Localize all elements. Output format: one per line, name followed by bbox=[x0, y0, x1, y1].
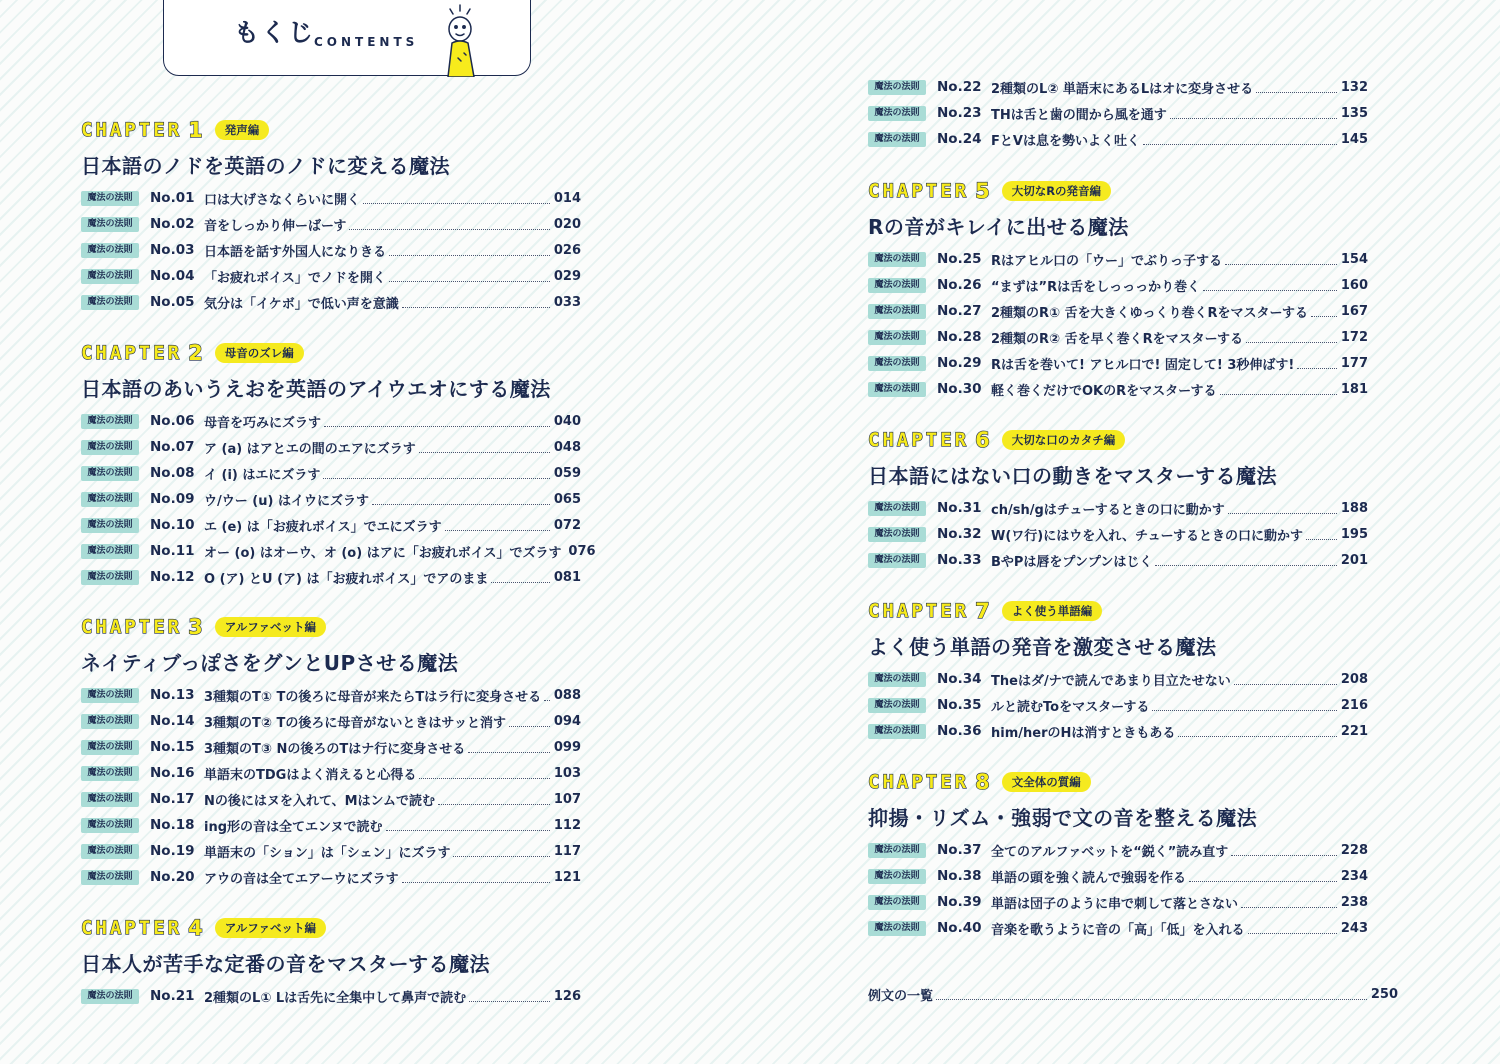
entry-number: No.16 bbox=[150, 765, 195, 781]
page-number: 216 bbox=[1340, 697, 1368, 713]
page-number: 029 bbox=[553, 268, 581, 284]
entry-title: W(ワ行)にはウを入れ、チューするときの口に動かす bbox=[991, 528, 1303, 544]
page-number: 132 bbox=[1340, 79, 1368, 95]
entry-title: Rは舌を巻いて! アヒル口で! 固定して! 3秒伸ばす! bbox=[991, 357, 1295, 373]
rule-badge: 魔法の法則 bbox=[868, 132, 926, 147]
entry-title: 気分は「イケボ」で低い声を意識 bbox=[204, 296, 399, 312]
page-number: 228 bbox=[1340, 842, 1368, 858]
entry-number: No.31 bbox=[937, 500, 982, 516]
entry-number: No.01 bbox=[150, 190, 195, 206]
entry-number: No.24 bbox=[937, 131, 982, 147]
chapter-number: 5 bbox=[975, 179, 990, 203]
entry-number: No.15 bbox=[150, 739, 195, 755]
toc-entry[interactable] bbox=[868, 695, 1368, 715]
page-number: 121 bbox=[553, 869, 581, 885]
dot-leader bbox=[1170, 108, 1337, 119]
toc-entry[interactable] bbox=[81, 489, 581, 509]
dot-leader bbox=[389, 245, 550, 256]
page-number: 172 bbox=[1340, 329, 1368, 345]
entry-number: No.25 bbox=[937, 251, 982, 267]
entry-number: No.35 bbox=[937, 697, 982, 713]
dot-leader bbox=[1225, 254, 1337, 265]
entry-title: アウの音は全てエアーウにズラす bbox=[204, 871, 399, 887]
chapter-number: 6 bbox=[975, 428, 990, 452]
entry-title: BやPは唇をプンプンはじく bbox=[991, 554, 1153, 570]
toc-entry[interactable] bbox=[868, 918, 1368, 938]
dot-leader bbox=[1256, 82, 1337, 93]
page-number: 026 bbox=[553, 242, 581, 258]
page-number: 081 bbox=[553, 569, 581, 585]
dot-leader bbox=[936, 989, 1367, 1000]
rule-badge: 魔法の法則 bbox=[81, 544, 139, 559]
page-number: 188 bbox=[1340, 500, 1368, 516]
page-number: 076 bbox=[568, 543, 596, 559]
rule-badge: 魔法の法則 bbox=[868, 80, 926, 95]
dot-leader bbox=[1189, 871, 1337, 882]
entry-title: ルと読むToをマスターする bbox=[991, 699, 1150, 715]
page-number: 094 bbox=[553, 713, 581, 729]
chapter-tag: アルファベット編 bbox=[215, 617, 326, 637]
dot-leader bbox=[509, 716, 550, 727]
chapter-title: 日本語のあいうえおを英語のアイウエオにする魔法 bbox=[81, 377, 551, 401]
entry-title: 2種類のL① Lは舌先に全集中して鼻声で読む bbox=[204, 990, 467, 1006]
chapter-number: 7 bbox=[975, 599, 990, 623]
entry-number: No.40 bbox=[937, 920, 982, 936]
chapter-number: 8 bbox=[975, 770, 990, 794]
chapter-label: CHAPTER bbox=[868, 180, 970, 202]
entry-title: 2種類のR② 舌を早く巻くRをマスターする bbox=[991, 331, 1243, 347]
page-number: 117 bbox=[553, 843, 581, 859]
dot-leader bbox=[402, 297, 550, 308]
chapter-tag: アルファベット編 bbox=[215, 918, 326, 938]
toc-entry[interactable] bbox=[81, 841, 581, 861]
entry-number: No.34 bbox=[937, 671, 982, 687]
dot-leader bbox=[1234, 674, 1337, 685]
rule-badge: 魔法の法則 bbox=[868, 895, 926, 910]
dot-leader bbox=[372, 494, 550, 505]
chapter-heading bbox=[868, 179, 1111, 205]
page-number: 126 bbox=[553, 988, 581, 1004]
page-number: 243 bbox=[1340, 920, 1368, 936]
page-number: 033 bbox=[553, 294, 581, 310]
page-number: 112 bbox=[553, 817, 581, 833]
rule-badge: 魔法の法則 bbox=[81, 989, 139, 1004]
entry-title: ing形の音は全てエンヌで読む bbox=[204, 819, 383, 835]
dot-leader bbox=[419, 442, 550, 453]
dot-leader bbox=[389, 271, 550, 282]
toc-entry[interactable] bbox=[81, 711, 581, 731]
page-number: 221 bbox=[1340, 723, 1368, 739]
page-number: 154 bbox=[1340, 251, 1368, 267]
rule-badge: 魔法の法則 bbox=[868, 672, 926, 687]
entry-number: No.11 bbox=[150, 543, 195, 559]
chapter-tag: 大切なRの発音編 bbox=[1002, 181, 1111, 201]
dot-leader bbox=[1241, 897, 1337, 908]
dot-leader bbox=[1246, 332, 1337, 343]
toc-entry[interactable] bbox=[81, 463, 581, 483]
contents-title-en: CONTENTS bbox=[314, 35, 419, 49]
entry-title: イ (i) はエにズラす bbox=[204, 467, 321, 483]
rule-badge: 魔法の法則 bbox=[868, 330, 926, 345]
entry-number: No.21 bbox=[150, 988, 195, 1004]
toc-entry[interactable] bbox=[868, 129, 1368, 149]
toc-entry[interactable] bbox=[868, 275, 1368, 295]
toc-entry[interactable] bbox=[81, 737, 581, 757]
entry-number: No.19 bbox=[150, 843, 195, 859]
rule-badge: 魔法の法則 bbox=[868, 553, 926, 568]
toc-entry[interactable] bbox=[81, 214, 581, 234]
page-number: 195 bbox=[1340, 526, 1368, 542]
entry-number: No.27 bbox=[937, 303, 982, 319]
rule-badge: 魔法の法則 bbox=[868, 869, 926, 884]
dot-leader bbox=[1220, 384, 1338, 395]
rule-badge: 魔法の法則 bbox=[868, 304, 926, 319]
chapter-number: 3 bbox=[188, 615, 203, 639]
toc-entry[interactable] bbox=[81, 815, 581, 835]
entry-title: FとVは息を勢いよく吐く bbox=[991, 133, 1140, 149]
entry-number: No.29 bbox=[937, 355, 982, 371]
chapter-number: 4 bbox=[188, 916, 203, 940]
dot-leader bbox=[453, 846, 550, 857]
chapter-number: 1 bbox=[188, 118, 203, 142]
entry-title: 日本語を話す外国人になりきる bbox=[204, 244, 387, 260]
page-number: 020 bbox=[553, 216, 581, 232]
dot-leader bbox=[544, 690, 550, 701]
entry-title: 口は大げさなくらいに開く bbox=[204, 192, 361, 208]
dot-leader bbox=[445, 520, 550, 531]
entry-title: Nの後にはヌを入れて、Mはンムで読む bbox=[204, 793, 436, 809]
entry-number: No.04 bbox=[150, 268, 195, 284]
entry-number: No.39 bbox=[937, 894, 982, 910]
page-number: 059 bbox=[553, 465, 581, 481]
chapter-label: CHAPTER bbox=[868, 429, 970, 451]
entry-title: 3種類のT② Tの後ろに母音がないときはサッと消す bbox=[204, 715, 507, 731]
entry-title: 単語末の「ション」は「シェン」にズラす bbox=[204, 845, 451, 861]
rule-badge: 魔法の法則 bbox=[81, 191, 139, 206]
page-number: 160 bbox=[1340, 277, 1368, 293]
entry-number: No.28 bbox=[937, 329, 982, 345]
page-number: 048 bbox=[553, 439, 581, 455]
toc-entry[interactable] bbox=[81, 411, 581, 431]
entry-number: No.17 bbox=[150, 791, 195, 807]
toc-entry[interactable] bbox=[81, 567, 581, 587]
dot-leader bbox=[1203, 280, 1337, 291]
rule-badge: 魔法の法則 bbox=[81, 740, 139, 755]
dot-leader bbox=[324, 416, 550, 427]
toc-entry[interactable] bbox=[81, 188, 581, 208]
entry-number: No.05 bbox=[150, 294, 195, 310]
page-number: 201 bbox=[1340, 552, 1368, 568]
toc-entry[interactable] bbox=[868, 77, 1368, 97]
entry-title: 音楽を歌うように音の「高」「低」を入れる bbox=[991, 922, 1245, 938]
toc-entry[interactable] bbox=[868, 866, 1368, 886]
entry-title: Rはアヒル口の「ウー」でぶりっ子する bbox=[991, 253, 1223, 269]
rule-badge: 魔法の法則 bbox=[868, 527, 926, 542]
rule-badge: 魔法の法則 bbox=[81, 269, 139, 284]
dot-leader bbox=[402, 872, 550, 883]
chapter-tag: 発声編 bbox=[215, 120, 270, 140]
rule-badge: 魔法の法則 bbox=[81, 466, 139, 481]
chapter-label: CHAPTER bbox=[868, 771, 970, 793]
rule-badge: 魔法の法則 bbox=[81, 295, 139, 310]
toc-entry[interactable] bbox=[868, 327, 1368, 347]
rule-badge: 魔法の法則 bbox=[81, 714, 139, 729]
page-number: 167 bbox=[1340, 303, 1368, 319]
entry-title: “まずは”Rは舌をしっっっかり巻く bbox=[991, 279, 1201, 295]
entry-title: 単語の頭を強く読んで強弱を作る bbox=[991, 870, 1187, 886]
toc-entry[interactable] bbox=[868, 524, 1368, 544]
chapter-label: CHAPTER bbox=[81, 119, 183, 141]
toc-entry[interactable] bbox=[868, 721, 1368, 741]
entry-number: No.20 bbox=[150, 869, 195, 885]
page-number: 040 bbox=[553, 413, 581, 429]
entry-number: No.07 bbox=[150, 439, 195, 455]
rule-badge: 魔法の法則 bbox=[81, 792, 139, 807]
entry-title: 全てのアルファベットを“鋭く”読み直す bbox=[991, 844, 1229, 860]
chapter-title: ネイティブっぽさをグンとUPさせる魔法 bbox=[81, 651, 459, 675]
chapter-tag: 文全体の質編 bbox=[1002, 772, 1091, 792]
entry-title: him/herのHは消すときもある bbox=[991, 725, 1176, 741]
entry-title: THは舌と歯の間から風を通す bbox=[991, 107, 1167, 123]
toc-entry[interactable] bbox=[81, 789, 581, 809]
entry-title: 音をしっかり伸ーばーす bbox=[204, 218, 347, 234]
page-number: 072 bbox=[553, 517, 581, 533]
rule-badge: 魔法の法則 bbox=[868, 382, 926, 397]
toc-entry[interactable] bbox=[868, 301, 1368, 321]
rule-badge: 魔法の法則 bbox=[868, 356, 926, 371]
chapter-title: 日本語にはない口の動きをマスターする魔法 bbox=[868, 464, 1277, 488]
dot-leader bbox=[1152, 700, 1337, 711]
entry-title: 例文の一覧 bbox=[868, 988, 934, 1004]
toc-entry[interactable] bbox=[868, 353, 1368, 373]
rule-badge: 魔法の法則 bbox=[81, 870, 139, 885]
page-number: 014 bbox=[553, 190, 581, 206]
page-number: 234 bbox=[1340, 868, 1368, 884]
entry-title: 「お疲れボイス」でノドを開く bbox=[204, 270, 386, 286]
toc-entry[interactable] bbox=[81, 685, 581, 705]
chapter-tag: よく使う単語編 bbox=[1002, 601, 1103, 621]
entry-title: Theはダ/ナで読んであまり目立たせない bbox=[991, 673, 1231, 689]
toc-entry[interactable] bbox=[868, 249, 1368, 269]
contents-title-jp: もくじ bbox=[234, 18, 316, 47]
right-column bbox=[868, 0, 1428, 1064]
entry-number: No.32 bbox=[937, 526, 982, 542]
dot-leader bbox=[1248, 923, 1337, 934]
dot-leader bbox=[469, 991, 550, 1002]
entry-number: No.12 bbox=[150, 569, 195, 585]
rule-badge: 魔法の法則 bbox=[868, 843, 926, 858]
dot-leader bbox=[349, 219, 550, 230]
page-number: 103 bbox=[553, 765, 581, 781]
chapter-title: 日本人が苦手な定番の音をマスターする魔法 bbox=[81, 952, 490, 976]
chapter-title: 抑揚・リズム・強弱で文の音を整える魔法 bbox=[868, 806, 1258, 830]
chapter-heading bbox=[81, 341, 304, 367]
toc-entry[interactable] bbox=[81, 515, 581, 535]
page-number: 065 bbox=[553, 491, 581, 507]
entry-title: ch/sh/gはチューするときの口に動かす bbox=[991, 502, 1225, 518]
rule-badge: 魔法の法則 bbox=[868, 698, 926, 713]
dot-leader bbox=[386, 820, 551, 831]
toc-entry[interactable] bbox=[868, 379, 1368, 399]
toc-entry[interactable] bbox=[81, 763, 581, 783]
entry-title: ウ/ウー (u) はイウにズラす bbox=[204, 493, 369, 509]
entry-title: 単語は団子のように串で刺して落とさない bbox=[991, 896, 1239, 912]
entry-number: No.10 bbox=[150, 517, 195, 533]
entry-number: No.06 bbox=[150, 413, 195, 429]
entry-title: 3種類のT③ Nの後ろのTはナ行に変身させる bbox=[204, 741, 466, 757]
rule-badge: 魔法の法則 bbox=[868, 921, 926, 936]
entry-title: ア (a) はアとエの間のエアにズラす bbox=[204, 441, 416, 457]
dot-leader bbox=[1311, 306, 1337, 317]
toc-entry[interactable] bbox=[868, 498, 1368, 518]
dot-leader bbox=[1306, 529, 1337, 540]
chapter-heading bbox=[868, 428, 1125, 454]
entry-number: No.02 bbox=[150, 216, 195, 232]
dot-leader bbox=[1143, 134, 1337, 145]
chapter-label: CHAPTER bbox=[81, 616, 183, 638]
chapter-title: Rの音がキレイに出せる魔法 bbox=[868, 215, 1129, 239]
page-number: 107 bbox=[553, 791, 581, 807]
chapter-title: 日本語のノドを英語のノドに変える魔法 bbox=[81, 154, 450, 178]
chapter-label: CHAPTER bbox=[81, 917, 183, 939]
entry-title: エ (e) は「お疲れボイス」でエにズラす bbox=[204, 519, 442, 535]
entry-number: No.33 bbox=[937, 552, 982, 568]
dot-leader bbox=[323, 468, 550, 479]
toc-entry[interactable] bbox=[868, 840, 1368, 860]
toc-entry[interactable] bbox=[81, 266, 581, 286]
rule-badge: 魔法の法則 bbox=[81, 688, 139, 703]
chapter-title: よく使う単語の発音を激変させる魔法 bbox=[868, 635, 1217, 659]
entry-title: オー (o) はオーウ、オ (o) はアに「お疲れボイス」でズラす bbox=[204, 545, 562, 561]
entry-number: No.14 bbox=[150, 713, 195, 729]
entry-title: 3種類のT① Tの後ろに母音が来たらTはラ行に変身させる bbox=[204, 689, 542, 705]
left-column bbox=[81, 0, 641, 1064]
entry-title: 2種類のR① 舌を大きくゆっくり巻くRをマスターする bbox=[991, 305, 1308, 321]
entry-number: No.23 bbox=[937, 105, 982, 121]
chapter-label: CHAPTER bbox=[868, 600, 970, 622]
rule-badge: 魔法の法則 bbox=[868, 106, 926, 121]
page-number: 145 bbox=[1340, 131, 1368, 147]
page-number: 135 bbox=[1340, 105, 1368, 121]
toc-entry[interactable] bbox=[81, 541, 596, 561]
entry-title: 母音を巧みにズラす bbox=[204, 415, 322, 431]
toc-entry[interactable] bbox=[868, 103, 1368, 123]
chapter-heading bbox=[868, 599, 1102, 625]
rule-badge: 魔法の法則 bbox=[81, 492, 139, 507]
entry-number: No.09 bbox=[150, 491, 195, 507]
chapter-heading bbox=[868, 770, 1091, 796]
toc-entry[interactable] bbox=[81, 986, 581, 1006]
page-number: 250 bbox=[1370, 986, 1398, 1002]
rule-badge: 魔法の法則 bbox=[81, 243, 139, 258]
page-number: 177 bbox=[1340, 355, 1368, 371]
rule-badge: 魔法の法則 bbox=[868, 724, 926, 739]
rule-badge: 魔法の法則 bbox=[81, 570, 139, 585]
entry-number: No.26 bbox=[937, 277, 982, 293]
entry-title: 単語末のTDGはよく消えると心得る bbox=[204, 767, 417, 783]
rule-badge: 魔法の法則 bbox=[81, 217, 139, 232]
chapter-number: 2 bbox=[188, 341, 203, 365]
entry-title: 2種類のL② 単語末にあるLはオに変身させる bbox=[991, 81, 1254, 97]
chapter-heading bbox=[81, 118, 269, 144]
dot-leader bbox=[363, 193, 550, 204]
entry-number: No.36 bbox=[937, 723, 982, 739]
rule-badge: 魔法の法則 bbox=[868, 501, 926, 516]
page-number: 238 bbox=[1340, 894, 1368, 910]
toc-entry[interactable] bbox=[868, 550, 1368, 570]
chapter-label: CHAPTER bbox=[81, 342, 183, 364]
toc-entry[interactable] bbox=[81, 292, 581, 312]
rule-badge: 魔法の法則 bbox=[81, 844, 139, 859]
toc-entry[interactable] bbox=[868, 669, 1368, 689]
dot-leader bbox=[1231, 845, 1337, 856]
rule-badge: 魔法の法則 bbox=[81, 440, 139, 455]
rule-badge: 魔法の法則 bbox=[81, 414, 139, 429]
toc-entry[interactable] bbox=[81, 867, 581, 887]
entry-title: 軽く巻くだけでOKのRをマスターする bbox=[991, 383, 1217, 399]
entry-title: O (ア) とU (ア) は「お疲れボイス」でアのまま bbox=[204, 571, 489, 587]
entry-number: No.38 bbox=[937, 868, 982, 884]
dot-leader bbox=[419, 768, 550, 779]
dot-leader bbox=[1228, 503, 1337, 514]
entry-number: No.37 bbox=[937, 842, 982, 858]
rule-badge: 魔法の法則 bbox=[81, 766, 139, 781]
toc-entry[interactable] bbox=[81, 240, 581, 260]
toc-entry[interactable] bbox=[868, 892, 1368, 912]
rule-badge: 魔法の法則 bbox=[868, 252, 926, 267]
toc-entry[interactable] bbox=[81, 437, 581, 457]
dot-leader bbox=[491, 572, 550, 583]
entry-number: No.18 bbox=[150, 817, 195, 833]
dot-leader bbox=[468, 742, 550, 753]
entry-number: No.13 bbox=[150, 687, 195, 703]
page-number: 088 bbox=[553, 687, 581, 703]
entry-number: No.03 bbox=[150, 242, 195, 258]
dot-leader bbox=[1297, 358, 1337, 369]
rule-badge: 魔法の法則 bbox=[81, 518, 139, 533]
page-number: 099 bbox=[553, 739, 581, 755]
page-number: 208 bbox=[1340, 671, 1368, 687]
chapter-tag: 母音のズレ編 bbox=[215, 343, 304, 363]
example-index-entry[interactable] bbox=[868, 984, 1398, 1004]
chapter-heading bbox=[81, 916, 326, 942]
chapter-heading bbox=[81, 615, 326, 641]
dot-leader bbox=[1178, 726, 1337, 737]
dot-leader bbox=[438, 794, 550, 805]
dot-leader bbox=[1155, 555, 1337, 566]
chapter-tag: 大切な口のカタチ編 bbox=[1002, 430, 1126, 450]
rule-badge: 魔法の法則 bbox=[868, 278, 926, 293]
entry-number: No.22 bbox=[937, 79, 982, 95]
page-number: 181 bbox=[1340, 381, 1368, 397]
rule-badge: 魔法の法則 bbox=[81, 818, 139, 833]
entry-number: No.30 bbox=[937, 381, 982, 397]
entry-number: No.08 bbox=[150, 465, 195, 481]
